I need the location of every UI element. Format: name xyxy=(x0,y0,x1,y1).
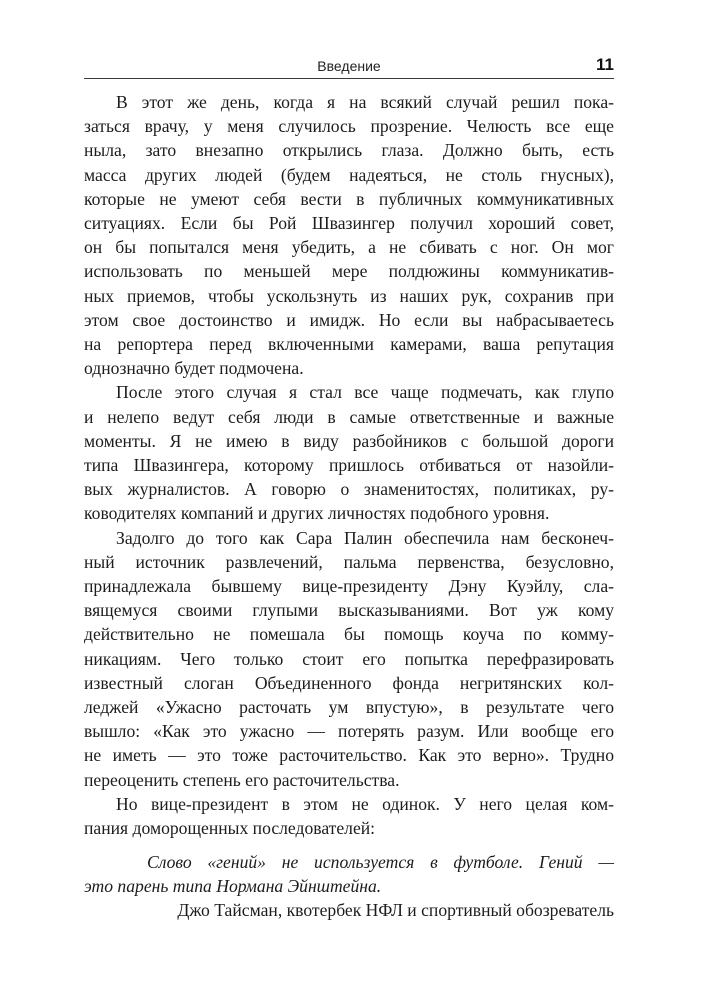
text-line: леджей «Ужасно расточать ум впустую», в результате чего xyxy=(84,697,614,718)
text-line: ситуациях. Если бы Рой Швазингер получил хороший совет, xyxy=(84,213,614,234)
text-line: ныла, зато внезапно открылись глаза. Должно быть, есть xyxy=(84,140,614,161)
text-line: известный слоган Объединенного фонда негритянских кол- xyxy=(84,672,614,693)
text-line: вых журналистов. А говорю о знаменитостях, политиках, ру- xyxy=(84,479,614,500)
text-line: принадлежала бывшему вице-президенту Дэну Куэйлу, сла- xyxy=(84,576,614,597)
quote-line: Слово «гений» не используется в футболе. Гений — xyxy=(147,852,614,872)
paragraph-2 xyxy=(84,380,614,525)
text-line: не иметь — это тоже расточительство. Как это верно». Трудно xyxy=(84,745,614,766)
body-text xyxy=(84,90,614,840)
section-title: Введение xyxy=(317,58,381,74)
paragraph-1 xyxy=(84,90,614,380)
text-line: Задолго до того как Сара Палин обеспечила нам бесконеч- xyxy=(116,527,614,548)
text-line: переоценить степень его расточительства. xyxy=(84,769,400,790)
quote-line: это парень типа Нормана Эйнштейна. xyxy=(84,876,382,897)
epigraph-quote xyxy=(84,850,614,898)
text-line: ный источник развлечений, пальма первенства, безусловно, xyxy=(84,551,614,572)
text-line: моменты. Я не имею в виду разбойников с большой дороги xyxy=(84,430,614,451)
text-line: на репортера перед включенными камерами, ваша репутация xyxy=(84,334,614,355)
text-line: заться врачу, у меня случилось прозрение. Челюсть все еще xyxy=(84,116,614,137)
text-line: он бы попытался меня убедить, а не сбивать с ног. Он мог xyxy=(84,237,614,258)
text-line: ных приемов, чтобы ускользнуть из наших рук, сохранив при xyxy=(84,285,614,306)
text-line: и нелепо ведут себя люди в самые ответственные и важные xyxy=(84,406,614,427)
paragraph-4 xyxy=(84,792,614,840)
text-line: использовать по меньшей мере полдюжины коммуникатив- xyxy=(84,261,614,282)
text-line: действительно не помешала бы помощь коуча по комму- xyxy=(84,624,614,645)
text-line: После этого случая я стал все чаще подмечать, как глупо xyxy=(116,382,614,403)
epigraph-attribution: Джо Тайсман, квотербек НФЛ и спортивный обозреватель xyxy=(177,900,614,921)
text-line: этом свое достоинство и имидж. Но если вы набрасываетесь xyxy=(84,309,614,330)
text-line: никациям. Чего только стоит его попытка перефразировать xyxy=(84,648,614,669)
running-header xyxy=(84,50,614,79)
text-line: однозначно будет подмочена. xyxy=(84,358,304,379)
text-line: Но вице-президент в этом не одинок. У него целая ком- xyxy=(116,793,614,814)
text-line: ководителях компаний и других личностях подобного уровня. xyxy=(84,503,550,524)
text-line: пания доморощенных последователей: xyxy=(84,818,376,839)
paragraph-3 xyxy=(84,526,614,792)
text-line: вышло: «Как это ужасно — потерять разум. Или вообще его xyxy=(84,721,614,742)
page-number: 11 xyxy=(596,55,614,74)
text-line: масса других людей (будем надеяться, не столь гнусных), xyxy=(84,164,614,185)
text-line: которые не умеют себя вести в публичных коммуникативных xyxy=(84,188,614,209)
text-line: В этот же день, когда я на всякий случай решил пока- xyxy=(116,92,614,112)
text-line: типа Швазингера, которому пришлось отбиваться от назойли- xyxy=(84,455,614,476)
epigraph xyxy=(84,850,614,923)
text-line: вящемуся своими глупыми высказываниями. Вот уж кому xyxy=(84,600,614,621)
